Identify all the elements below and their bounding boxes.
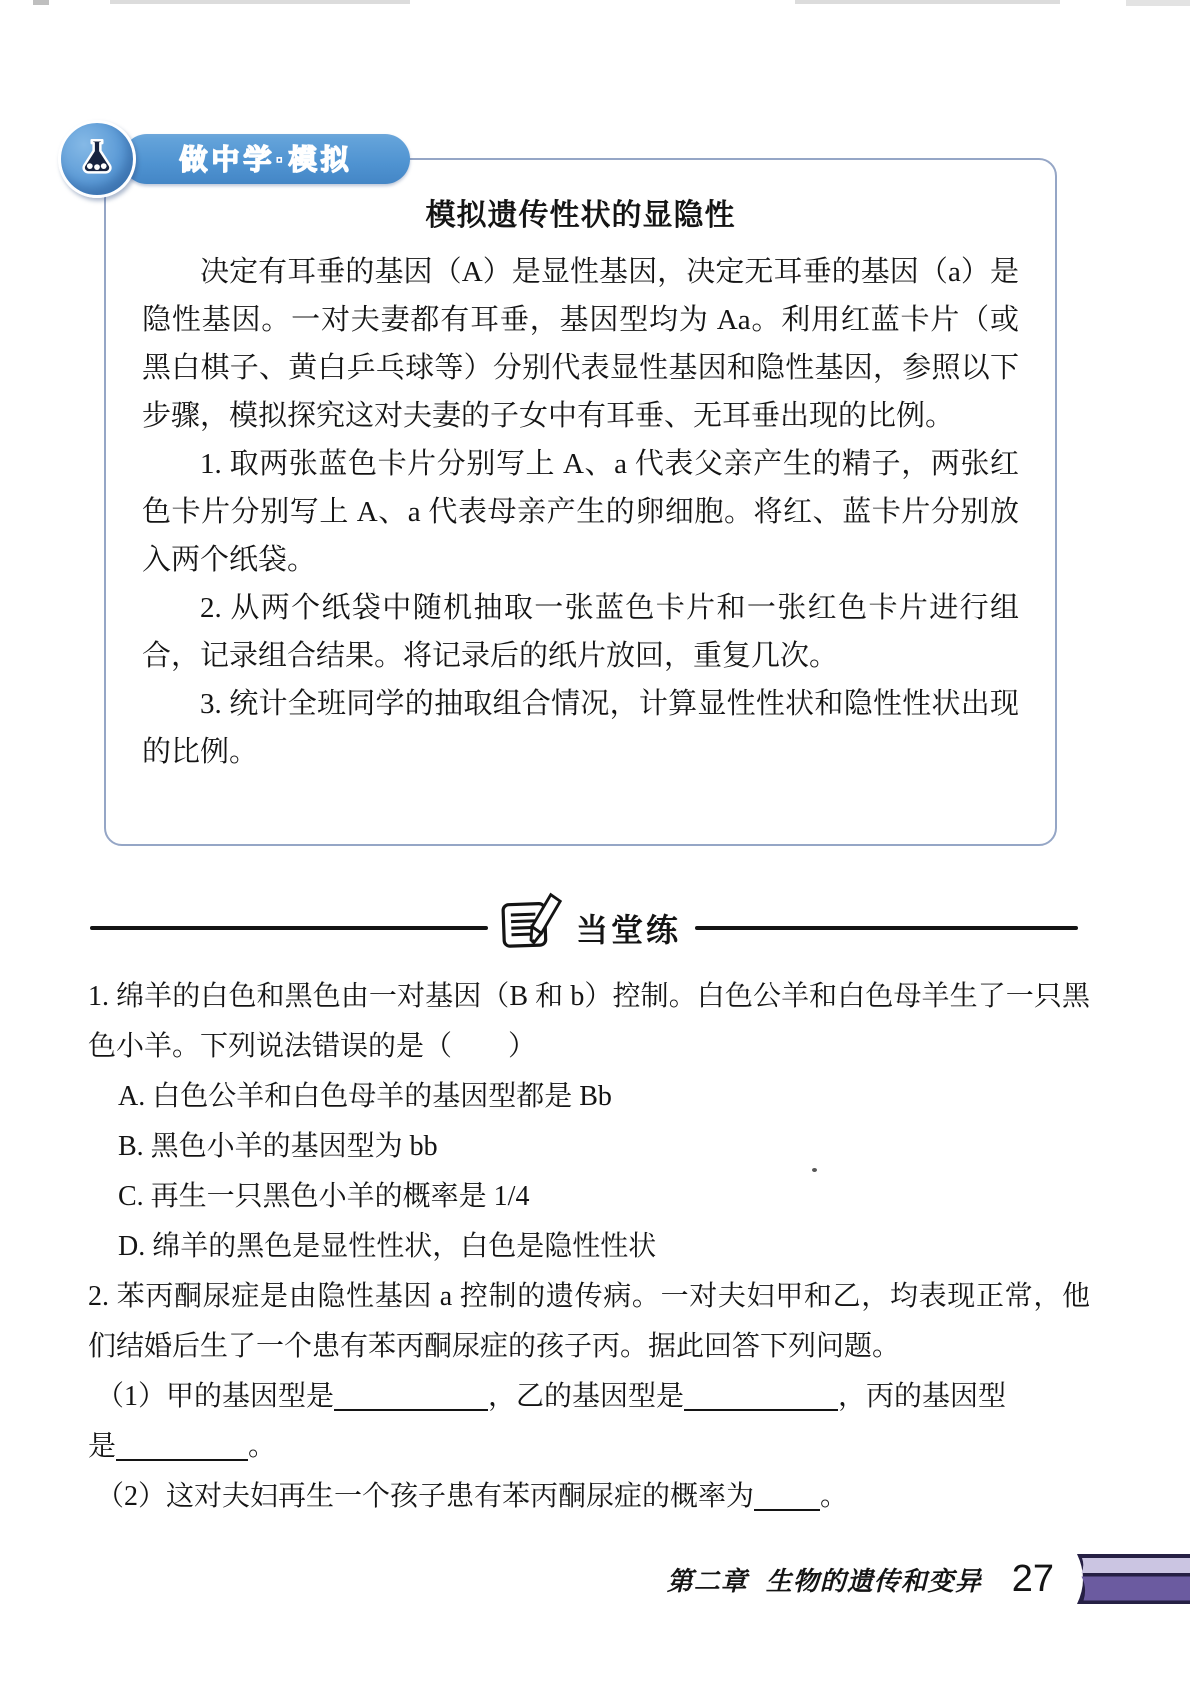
- scan-speck: [812, 1168, 817, 1172]
- footer-chapter-number: 第二章: [666, 1566, 748, 1596]
- divider-line-left: [90, 926, 488, 930]
- activity-body: [106, 248, 1055, 776]
- scan-artifact: [1126, 0, 1190, 6]
- badge-circle: [58, 120, 136, 198]
- activity-paragraph: 3. 统计全班同学的抽取组合情况，计算显性性状和隐性性状出现的比例。: [142, 688, 1019, 768]
- scan-artifact: [33, 0, 49, 5]
- activity-paragraph: 决定有耳垂的基因（A）是显性基因，决定无耳垂的基因（a）是隐性基因。一对夫妻都有耳垂，基因型均为 Aa。利用红蓝卡片（或黑白棋子、黄白乒乓球等）分别代表显性基因和隐性基因，参照以下步骤，模拟探究这对夫妻的子女中有耳垂、无耳垂出现的比例。: [142, 256, 1019, 432]
- fill-in-blank: [116, 1431, 248, 1461]
- question-2-sub1-line2: 是 。: [88, 1431, 277, 1462]
- badge-label: 做中学·模拟: [179, 144, 353, 175]
- footer-chapter: [667, 1561, 982, 1598]
- question-1-option-c: C. 再生一只黑色小羊的概率是 1/4: [118, 1181, 530, 1212]
- scan-artifact: [795, 0, 1060, 4]
- question-1-stem: 1. 绵羊的白色和黑色由一对基因（B 和 b）控制。白色公羊和白色母羊生了一只黑色小羊。下列说法错误的是（ ）: [88, 981, 1090, 1062]
- fill-in-blank: [754, 1481, 820, 1511]
- activity-box: [104, 158, 1057, 846]
- flask-icon: [74, 134, 120, 185]
- practice-questions: [88, 972, 1090, 1522]
- activity-title: 模拟遗传性状的显隐性: [425, 199, 736, 232]
- footer-chapter-title: 生物的遗传和变异: [765, 1566, 982, 1596]
- page-number: 27: [1011, 1557, 1054, 1600]
- activity-paragraph: 1. 取两张蓝色卡片分别写上 A、a 代表父亲产生的精子，两张红色卡片分别写上 A、a 代表母亲产生的卵细胞。将红、蓝卡片分别放入两个纸袋。: [142, 448, 1019, 576]
- practice-heading: 当堂练: [576, 912, 682, 948]
- question-1-option-a: A. 白色公羊和白色母羊的基因型都是 Bb: [118, 1081, 612, 1112]
- bookmark-ribbon-icon: [1062, 1553, 1190, 1610]
- page-footer: [0, 1551, 1190, 1607]
- question-2-sub1-line1: （1）甲的基因型是 ，乙的基因型是 ，丙的基因型: [96, 1381, 1007, 1412]
- scan-artifact: [110, 0, 410, 4]
- divider-line-right: [695, 926, 1078, 930]
- question-2-sub2: （2）这对夫妇再生一个孩子患有苯丙酮尿症的概率为 。: [96, 1481, 849, 1512]
- badge-pill: [122, 134, 410, 184]
- fill-in-blank: [684, 1381, 838, 1411]
- question-1-option-d: D. 绵羊的黑色是显性性状，白色是隐性性状: [118, 1231, 657, 1262]
- practice-divider: [90, 896, 1078, 960]
- notepad-pencil-icon: [498, 892, 564, 957]
- question-2-stem: 2. 苯丙酮尿症是由隐性基因 a 控制的遗传病。一对夫妇甲和乙，均表现正常，他们结婚后生了一个患有苯丙酮尿症的孩子丙。据此回答下列问题。: [88, 1281, 1090, 1362]
- activity-paragraph: 2. 从两个纸袋中随机抽取一张蓝色卡片和一张红色卡片进行组合，记录组合结果。将记录后的纸片放回，重复几次。: [142, 592, 1019, 672]
- question-1-option-b: B. 黑色小羊的基因型为 bb: [118, 1131, 438, 1162]
- fill-in-blank: [334, 1381, 488, 1411]
